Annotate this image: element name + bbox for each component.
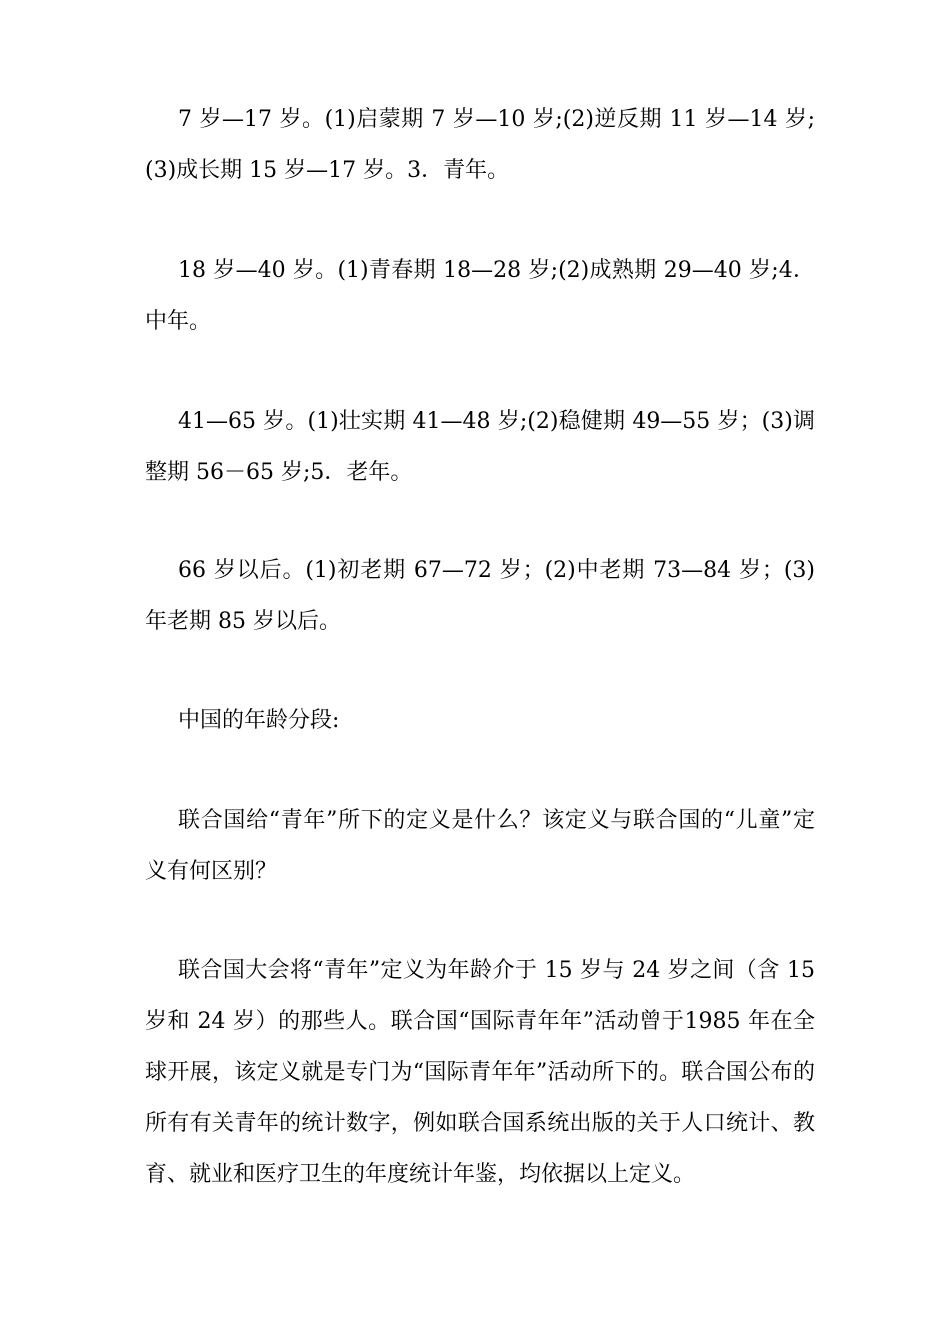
paragraph-age-41-65: 41—65 岁。(1)壮实期 41—48 岁;(2)稳健期 49—55 岁；(3)调整期 56－65 岁;5．老年。 — [145, 409, 815, 485]
section-heading-china-age-groups: 中国的年龄分段: — [178, 708, 340, 733]
question-un-youth-definition: 联合国给“青年”所下的定义是什么？该定义与联合国的“儿童”定义有何区别？ — [145, 808, 815, 884]
answer-un-youth-definition: 联合国大会将“青年”定义为年龄介于 15 岁与 24 岁之间（含 15 岁和 24 岁）的那些人。联合国“国际青年年”活动曾于1985 年在全球开展，该定义就是专门为“国际青年年”活动所下的。联合国公布的所有有关青年的统计数字，例如联合国系统出版的关于人口统计、教育、就业和医疗卫生的年度统计年鉴，均依据以上定义。 — [145, 958, 815, 1187]
paragraph-age-18-40: 18 岁—40 岁。(1)青春期 18—28 岁;(2)成熟期 29—40 岁;4．中年。 — [145, 258, 815, 334]
paragraph-age-7-17: 7 岁—17 岁。(1)启蒙期 7 岁—10 岁;(2)逆反期 11 岁—14 岁;(3)成长期 15 岁—17 岁。3．青年。 — [145, 107, 815, 183]
paragraph-age-66-plus: 66 岁以后。(1)初老期 67—72 岁；(2)中老期 73—84 岁；(3)年老期 85 岁以后。 — [145, 558, 815, 634]
